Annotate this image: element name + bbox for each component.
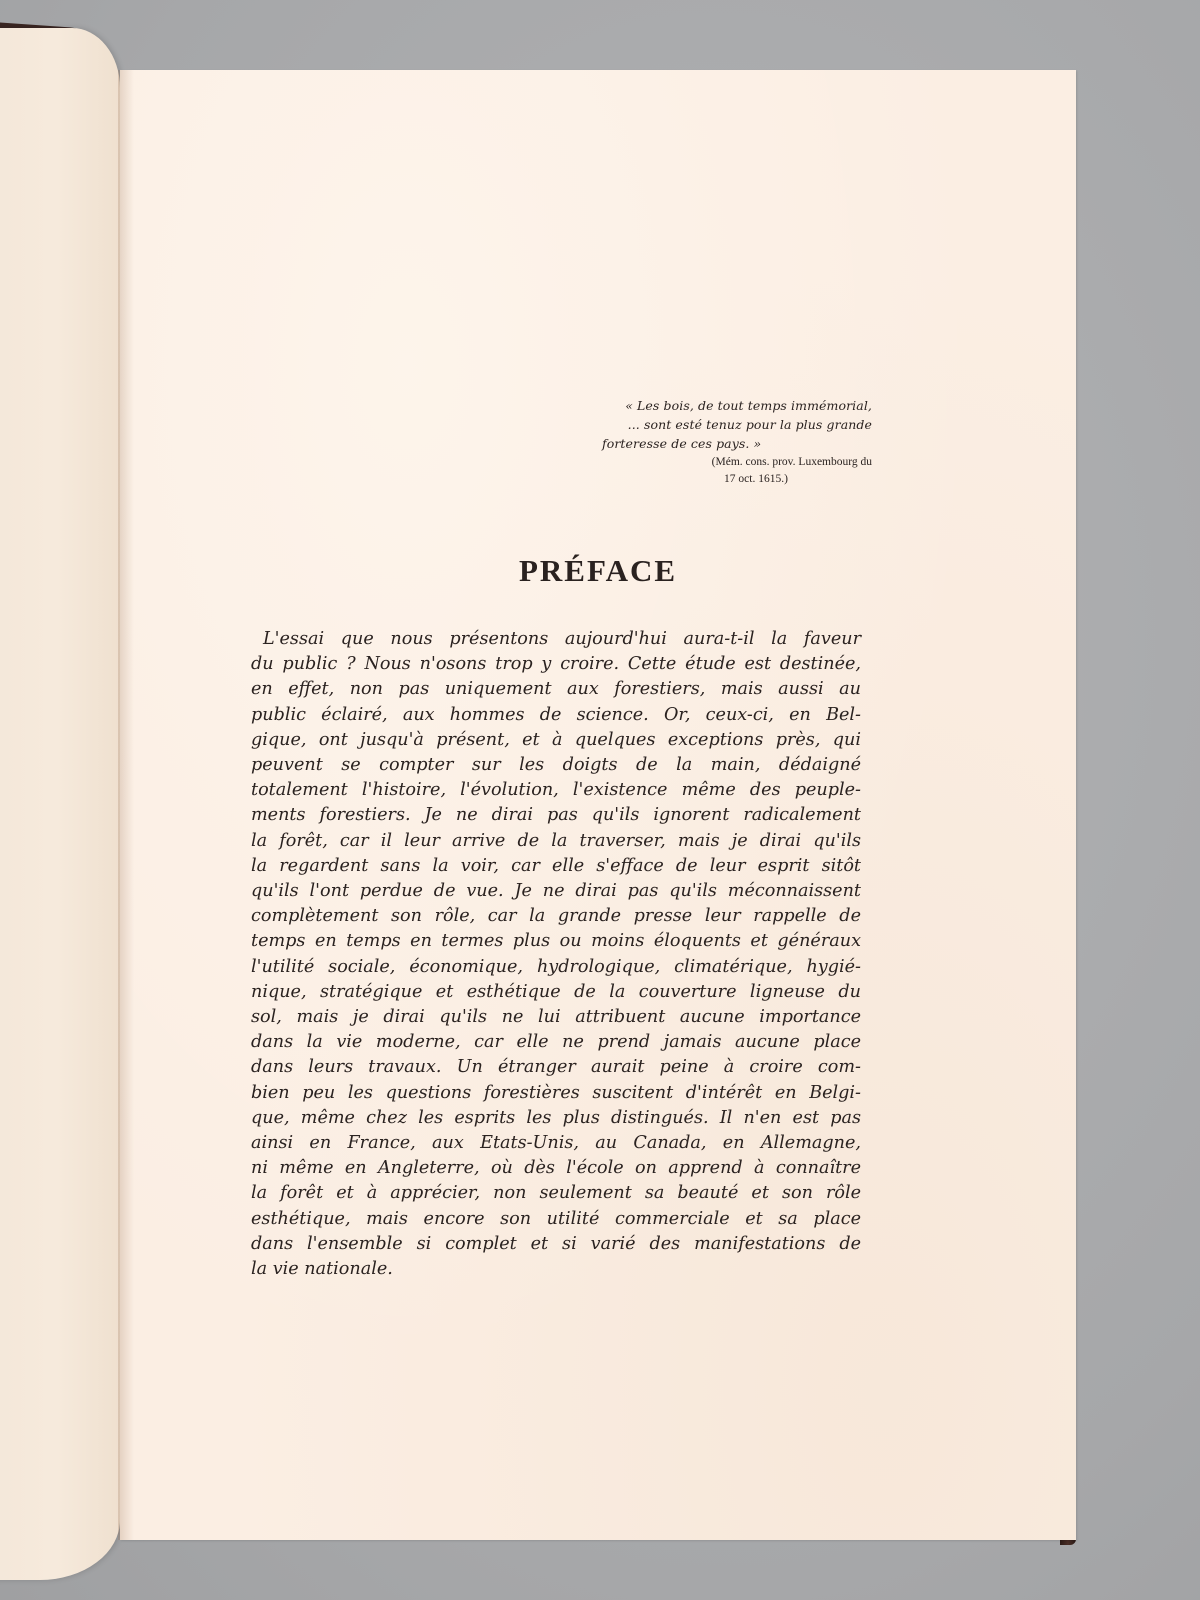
epigraph [600,396,872,488]
body-line: la vie nationale. [251,1259,393,1280]
body-line: bien peu les questions forestières suscitent d'intérêt en Belgi- [251,1082,861,1103]
epigraph-source-line: 17 oct. 1615.) [724,473,788,485]
body-line: la forêt, car il leur arrive de la traverser, mais je dirai qu'ils [251,830,861,851]
epigraph-quote [600,396,872,453]
body-line: peuvent se compter sur les doigts de la main, dédaigné [251,755,861,776]
page-gutter-shadow [118,70,134,1540]
body-line: complètement son rôle, car la grande presse leur rappelle de [251,906,861,927]
body-line: dans l'ensemble si complet et si varié des manifestations de [251,1233,861,1254]
epigraph-source [600,454,872,488]
epigraph-source-line: (Mém. cons. prov. Luxembourg du [711,456,872,468]
body-line: L'essai que nous présentons aujourd'hui aura-t-il la faveur [263,629,861,649]
body-line: dans la vie moderne, car elle ne prend jamais aucune place [251,1032,861,1053]
body-line: en effet, non pas uniquement aux forestiers, mais aussi au [251,679,861,700]
page-title: PRÉFACE [518,553,678,588]
body-line: temps en temps en termes plus ou moins éloquents et généraux [251,931,861,952]
left-page [0,28,120,1580]
body-line: gique, ont jusqu'à présent, et à quelques exceptions près, qui [251,729,861,750]
body-line: totalement l'histoire, l'évolution, l'existence même des peuple- [251,780,861,801]
epigraph-quote-line: ... sont esté tenuz pour la plus grande [627,417,872,432]
body-line: qu'ils l'ont perdue de vue. Je ne dirai pas qu'ils méconnaissent [251,881,861,902]
epigraph-quote-line: « Les bois, de tout temps immémorial, [625,398,872,413]
body-line: la forêt et à apprécier, non seulement sa beauté et son rôle [251,1183,861,1204]
body-line: que, même chez les esprits les plus distingués. Il n'en est pas [251,1107,861,1128]
body-line: esthétique, mais encore son utilité commerciale et sa place [251,1208,861,1229]
body-line: public éclairé, aux hommes de science. Or, ceux-ci, en Bel- [251,704,861,725]
epigraph-quote-line: forteresse de ces pays. » [602,436,762,451]
body-line: du public ? Nous n'osons trop y croire. Cette étude est destinée, [251,654,861,675]
body-line: la regardent sans la voir, car elle s'efface de leur esprit sitôt [251,855,861,876]
body-line: dans leurs travaux. Un étranger aurait peine à croire com- [251,1057,861,1078]
body-line: ni même en Angleterre, où dès l'école on apprend à connaître [251,1158,861,1179]
body-line: ainsi en France, aux Etats-Unis, au Canada, en Allemagne, [251,1133,861,1154]
body-line: sol, mais je dirai qu'ils ne lui attribuent aucune importance [251,1007,861,1028]
body-line: nique, stratégique et esthétique de la couverture ligneuse du [251,981,861,1002]
preface-body [251,627,861,1282]
body-line: l'utilité sociale, économique, hydrologique, climatérique, hygié- [251,956,861,977]
body-line: ments forestiers. Je ne dirai pas qu'ils ignorent radicalement [251,805,861,826]
